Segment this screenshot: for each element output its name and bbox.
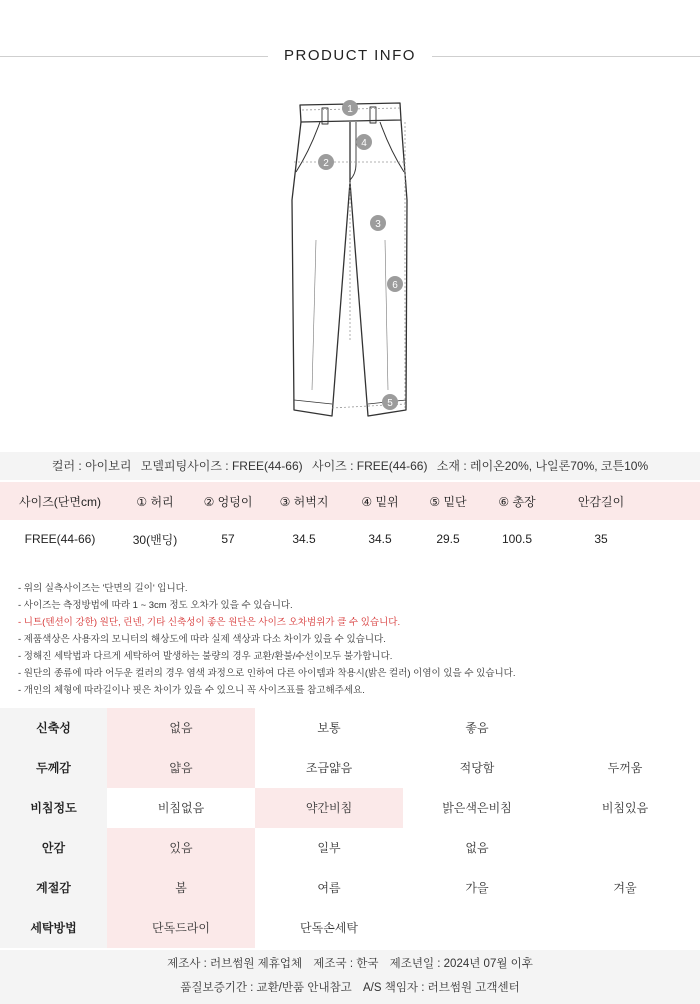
size-header-cell: ③ 허벅지 xyxy=(279,494,329,509)
note-item: - 원단의 종류에 따라 어두운 컬러의 경우 염색 과정으로 인하여 다른 아이템과 착용시(밝은 컬러) 이염이 있을 수 있습니다. xyxy=(18,668,516,679)
attribute-row-season xyxy=(0,868,700,908)
footer-warranty: 품질보증기간 : 교환/반품 안내참고 xyxy=(180,982,352,994)
attribute-option: 비침없음 xyxy=(157,801,205,815)
note-item: - 위의 실측사이즈는 '단면의 길이' 입니다. xyxy=(18,583,188,594)
attribute-option: 적당함 xyxy=(459,761,495,775)
attribute-label: 계절감 xyxy=(0,868,107,908)
spec-bar xyxy=(0,452,700,480)
attribute-row-washing xyxy=(0,908,700,948)
marker-6 xyxy=(387,276,403,292)
attribute-option xyxy=(551,708,699,748)
attribute-option: 여름 xyxy=(317,881,341,895)
footer-country: 제조국 : 한국 xyxy=(313,958,379,970)
size-header-cell: ② 엉덩이 xyxy=(203,494,253,509)
table-row xyxy=(0,520,700,558)
note-item-warning: - 니트(텐션이 강한) 원단, 린넨, 기타 신축성이 좋은 원단은 사이즈 오차범위가 클 수 있습니다. xyxy=(18,617,401,628)
note-item: - 정해진 세탁법과 다르게 세탁하여 발생하는 불량의 경우 교환/환불/수선이모두 불가합니다. xyxy=(18,651,393,662)
manufacturer-info xyxy=(0,950,700,1004)
attribute-option xyxy=(551,908,699,948)
size-cell: 35 xyxy=(594,532,608,546)
size-header-cell: ① 허리 xyxy=(136,494,174,509)
attribute-label: 안감 xyxy=(0,828,107,868)
marker-2 xyxy=(318,154,334,170)
size-header-cell: 사이즈(단면cm) xyxy=(19,494,101,509)
svg-text:2: 2 xyxy=(323,158,329,169)
spec-material: 소재 : 레이온20%, 나일론70%, 코튼10% xyxy=(436,459,649,473)
footer-as: A/S 책임자 : 러브썸원 고객센터 xyxy=(362,982,520,994)
svg-text:3: 3 xyxy=(375,219,381,230)
attribute-label: 신축성 xyxy=(0,708,107,748)
size-header-cell: ④ 밑위 xyxy=(361,494,399,509)
marker-4 xyxy=(356,134,372,150)
attribute-row-sheerness xyxy=(0,788,700,828)
svg-text:5: 5 xyxy=(387,398,393,409)
marker-1 xyxy=(342,100,358,116)
footer-line-1 xyxy=(0,952,700,976)
footer-line-2 xyxy=(0,976,700,1000)
attribute-option: 약간비침 xyxy=(255,788,403,828)
attribute-row-thickness xyxy=(0,748,700,788)
attribute-option: 단독드라이 xyxy=(107,908,255,948)
spec-color: 컬러 : 아이보리 xyxy=(51,459,132,473)
pants-flat-drawing xyxy=(270,90,430,430)
note-item: - 사이즈는 측정방법에 따라 1 ~ 3cm 정도 오차가 있을 수 있습니다. xyxy=(18,600,293,611)
page-title: PRODUCT INFO xyxy=(284,47,416,64)
attribute-option: 두꺼움 xyxy=(607,761,643,775)
marker-5 xyxy=(382,394,398,410)
size-cell: 30(밴딩) xyxy=(132,532,178,547)
size-cell: 34.5 xyxy=(368,532,392,546)
footer-maker: 제조사 : 러브썸원 제휴업체 xyxy=(167,958,303,970)
size-table-header xyxy=(0,482,700,520)
attribute-option: 얇음 xyxy=(107,748,255,788)
header-divider-right xyxy=(432,56,700,57)
note-item: - 제품색상은 사용자의 모니터의 해상도에 따라 실제 색상과 다소 차이가 있을 수 있습니다. xyxy=(18,634,386,645)
size-header-cell: ⑤ 밑단 xyxy=(429,494,467,509)
attribute-row-stretch xyxy=(0,708,700,748)
size-table xyxy=(0,482,700,558)
footer-date: 제조년일 : 2024년 07월 이후 xyxy=(389,958,533,970)
attribute-table xyxy=(0,708,700,948)
attribute-option: 가을 xyxy=(465,881,489,895)
attribute-option: 보통 xyxy=(317,721,341,735)
svg-text:4: 4 xyxy=(361,138,367,149)
attribute-option xyxy=(403,908,551,948)
attribute-option xyxy=(551,828,699,868)
attribute-label: 두께감 xyxy=(0,748,107,788)
attribute-option: 있음 xyxy=(107,828,255,868)
attribute-option: 겨울 xyxy=(613,881,637,895)
size-cell: FREE(44-66) xyxy=(24,532,96,546)
attribute-option: 비침있음 xyxy=(601,801,649,815)
attribute-option: 단독손세탁 xyxy=(300,921,358,935)
attribute-row-lining xyxy=(0,828,700,868)
attribute-label: 비침정도 xyxy=(0,788,107,828)
size-header-cell: ⑥ 총장 xyxy=(498,494,536,509)
spec-model-size: 모델피팅사이즈 : FREE(44-66) xyxy=(140,459,303,473)
attribute-option: 일부 xyxy=(317,841,341,855)
size-header-cell: 안감길이 xyxy=(577,494,625,509)
size-cell: 34.5 xyxy=(292,532,316,546)
note-item: - 개인의 체형에 따라길이나 핏은 차이가 있을 수 있으니 꼭 사이즈표를 참고해주세요. xyxy=(18,685,365,696)
product-info-header xyxy=(0,40,700,74)
marker-3 xyxy=(370,215,386,231)
svg-text:6: 6 xyxy=(392,280,398,291)
attribute-option: 없음 xyxy=(465,841,489,855)
attribute-option: 밝은색은비침 xyxy=(442,801,512,815)
size-cell: 57 xyxy=(221,532,235,546)
notes-list xyxy=(18,580,688,699)
attribute-label: 세탁방법 xyxy=(0,908,107,948)
svg-text:1: 1 xyxy=(347,104,353,115)
attribute-option: 조금얇음 xyxy=(305,761,353,775)
attribute-option: 좋음 xyxy=(465,721,489,735)
size-cell: 100.5 xyxy=(501,532,533,546)
attribute-option: 없음 xyxy=(107,708,255,748)
size-cell: 29.5 xyxy=(436,532,460,546)
attribute-option: 봄 xyxy=(107,868,255,908)
spec-size: 사이즈 : FREE(44-66) xyxy=(311,459,428,473)
